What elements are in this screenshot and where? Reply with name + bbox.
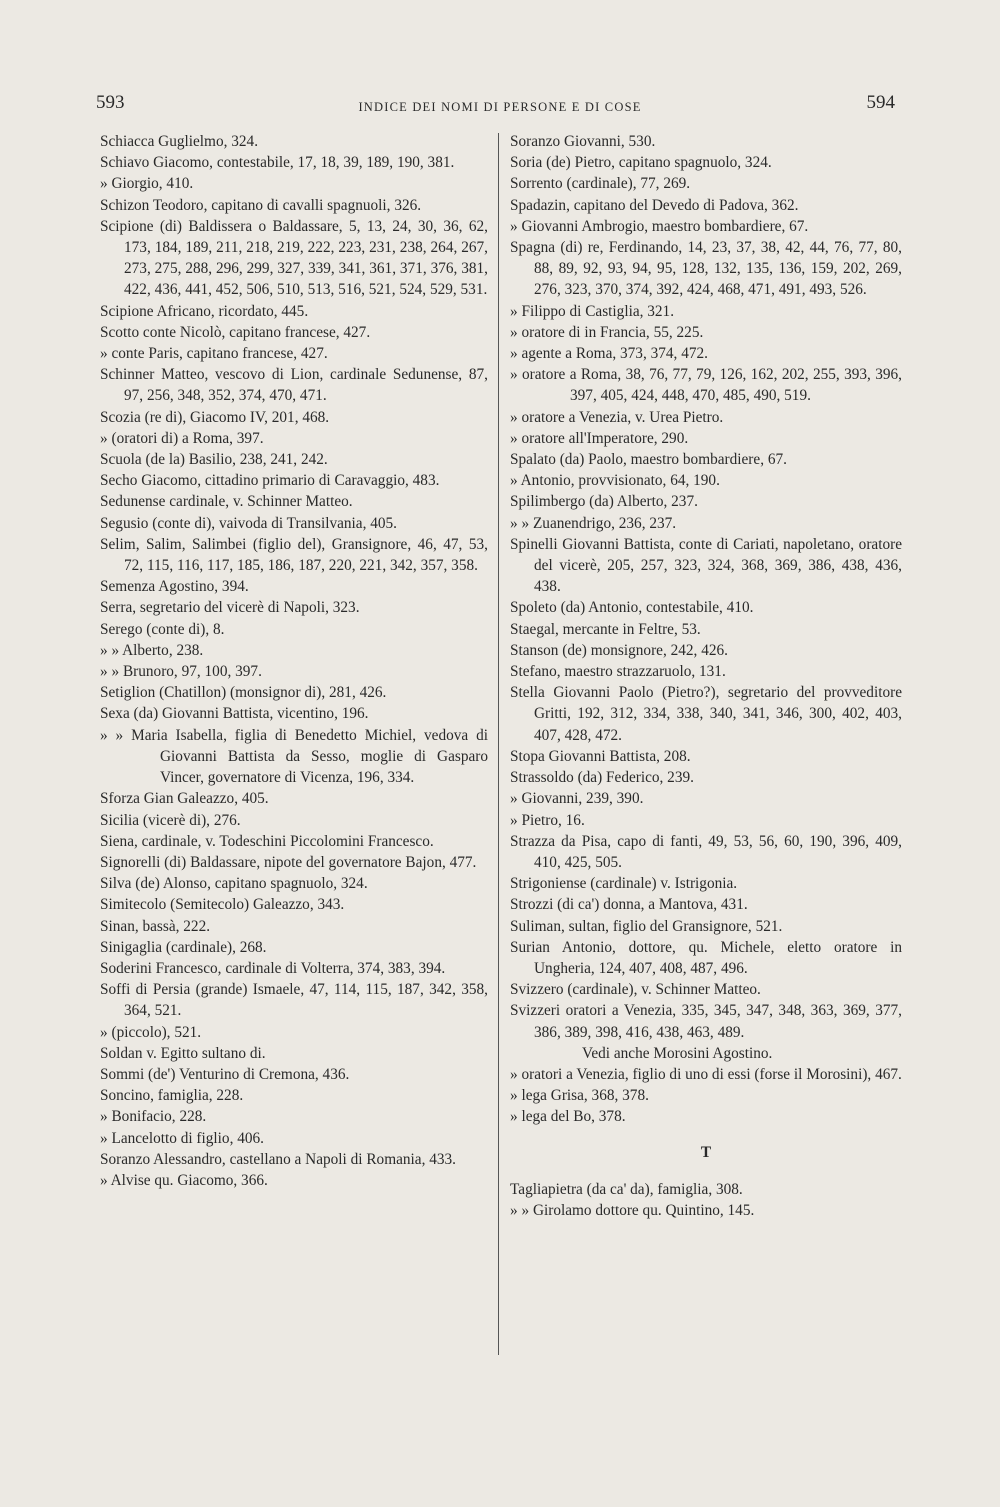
index-entry: Sinan, bassà, 222. — [100, 917, 211, 935]
index-entry: Svizzero (cardinale), v. Schinner Matteo. — [510, 981, 761, 999]
index-entry: Segusio (conte di), vaivoda di Transilvania, 405. — [100, 514, 397, 532]
index-entry: Suliman, sultan, figlio del Gransignore, 521. — [510, 917, 783, 935]
index-entry: Spalato (da) Paolo, maestro bombardiere, 67. — [510, 451, 787, 469]
index-entry: Setiglion (Chatillon) (monsignor di), 281, 426. — [100, 684, 387, 702]
index-entry: Strassoldo (da) Federico, 239. — [510, 769, 694, 787]
index-entry: Spadazin, capitano del Devedo di Padova, 362. — [510, 196, 799, 214]
index-subentry: » » Girolamo dottore qu. Quintino, 145. — [510, 1201, 755, 1219]
index-subentry: » Lancelotto di figlio, 406. — [100, 1129, 264, 1147]
right-column — [510, 131, 902, 1221]
index-subentry: » Giovanni, 239, 390. — [510, 790, 644, 808]
index-entry: Spoleto (da) Antonio, contestabile, 410. — [510, 599, 754, 617]
index-subentry: » » Brunoro, 97, 100, 397. — [100, 663, 262, 681]
index-subentry: » Giorgio, 410. — [100, 175, 194, 193]
index-subentry: » Filippo di Castiglia, 321. — [510, 302, 675, 320]
index-entry: Schizon Teodoro, capitano di cavalli spagnuoli, 326. — [100, 196, 422, 214]
index-entry: Scipione Africano, ricordato, 445. — [100, 302, 309, 320]
index-entry: Sedunense cardinale, v. Schinner Matteo. — [100, 493, 353, 511]
index-entry: Scuola (de la) Basilio, 238, 241, 242. — [100, 451, 328, 469]
index-subentry: » Giovanni Ambrogio, maestro bombardiere, 67. — [510, 217, 809, 235]
index-subentry: » agente a Roma, 373, 374, 472. — [510, 345, 708, 363]
index-subentry: » conte Paris, capitano francese, 427. — [100, 345, 328, 363]
index-entry: Sforza Gian Galeazzo, 405. — [100, 790, 269, 808]
index-entry: Strazza da Pisa, capo di fanti, 49, 53, 56, 60, 190, 396, 409, 410, 425, 505. — [510, 832, 902, 871]
index-entry: Stefano, maestro strazzaruolo, 131. — [510, 663, 726, 681]
index-entry: Schiacca Guglielmo, 324. — [100, 133, 259, 150]
see-also-note: Vedi anche Morosini Agostino. — [582, 1044, 773, 1062]
index-entry: Scozia (re di), Giacomo IV, 201, 468. — [100, 408, 330, 426]
index-subentry: » lega del Bo, 378. — [510, 1108, 626, 1126]
index-entry: Secho Giacomo, cittadino primario di Caravaggio, 483. — [100, 472, 440, 490]
index-subentry: » Antonio, provvisionato, 64, 190. — [510, 472, 720, 490]
index-entry: Simitecolo (Semitecolo) Galeazzo, 343. — [100, 896, 345, 914]
index-subentry: » oratore a Venezia, v. Urea Pietro. — [510, 408, 724, 426]
left-column — [100, 131, 488, 1191]
index-entry: Spilimbergo (da) Alberto, 237. — [510, 493, 698, 511]
page-header — [0, 92, 1000, 122]
index-subentry: » Pietro, 16. — [510, 811, 585, 829]
index-entry: Sexa (da) Giovanni Battista, vicentino, 196. — [100, 705, 369, 723]
index-entry: Soranzo Alessandro, castellano a Napoli di Romania, 433. — [100, 1150, 456, 1168]
index-entry: Sinigaglia (cardinale), 268. — [100, 938, 267, 956]
page-number-right: 594 — [866, 92, 895, 113]
section-letter: T — [700, 1143, 712, 1161]
index-entry: Surian Antonio, dottore, qu. Michele, eletto oratore in Ungheria, 124, 407, 408, 487, 496. — [510, 938, 902, 977]
running-title: INDICE DEI NOMI DI PERSONE E DI COSE — [358, 100, 642, 114]
index-entry: Schiavo Giacomo, contestabile, 17, 18, 39, 189, 190, 381. — [100, 154, 455, 172]
index-subentry: » » Alberto, 238. — [100, 641, 204, 659]
index-subentry: » oratore all'Imperatore, 290. — [510, 429, 689, 447]
index-entry: Stella Giovanni Paolo (Pietro?), segretario del provveditore Gritti, 192, 312, 334, 338, 340, 341, 346, 300, 402, 403, 407, 428, 472. — [510, 684, 902, 744]
index-entry: Soria (de) Pietro, capitano spagnuolo, 324. — [510, 154, 772, 172]
index-entry: Svizzeri oratori a Venezia, 335, 345, 347, 348, 363, 369, 377, 386, 389, 398, 416, 438, 463, 489. — [510, 1002, 902, 1041]
index-entry: Stopa Giovanni Battista, 208. — [510, 747, 691, 765]
index-subentry: » lega Grisa, 368, 378. — [510, 1087, 649, 1105]
index-entry: Scotto conte Nicolò, capitano francese, 427. — [100, 323, 371, 341]
index-entry: Soffi di Persia (grande) Ismaele, 47, 114, 115, 187, 342, 358, 364, 521. — [100, 981, 488, 1020]
index-entry: Staegal, mercante in Feltre, 53. — [510, 620, 701, 638]
index-entry: Stanson (de) monsignore, 242, 426. — [510, 641, 728, 659]
index-entry: Strozzi (di ca') donna, a Mantova, 431. — [510, 896, 748, 914]
index-entry: Siena, cardinale, v. Todeschini Piccolomini Francesco. — [100, 832, 434, 850]
index-subentry: » » Zuanendrigo, 236, 237. — [510, 514, 677, 532]
index-entry: Serego (conte di), 8. — [100, 620, 225, 638]
index-entry: Semenza Agostino, 394. — [100, 578, 249, 596]
index-entry: Tagliapietra (da ca' da), famiglia, 308. — [510, 1180, 743, 1198]
index-entry: Serra, segretario del vicerè di Napoli, 323. — [100, 599, 360, 617]
page-number-left: 593 — [96, 92, 125, 113]
index-entry: Spinelli Giovanni Battista, conte di Cariati, napoletano, oratore del vicerè, 205, 257, 323, 324, 368, 369, 386, 438, 436, 438. — [510, 535, 902, 596]
index-entry: Strigoniense (cardinale) v. Istrigonia. — [510, 875, 738, 893]
index-entry: Sorrento (cardinale), 77, 269. — [510, 175, 691, 193]
index-entry: Sicilia (vicerè di), 276. — [100, 811, 241, 829]
index-entry: Sommi (de') Venturino di Cremona, 436. — [100, 1065, 350, 1083]
index-subentry: » oratore di in Francia, 55, 225. — [510, 323, 704, 341]
column-divider — [498, 133, 499, 1355]
index-subentry: » oratori a Venezia, figlio di uno di essi (forse il Morosini), 467. — [510, 1065, 902, 1083]
index-entry: Soranzo Giovanni, 530. — [510, 133, 656, 150]
index-subentry: » » Maria Isabella, figlia di Benedetto Michiel, vedova di Giovanni Battista da Sesso, moglie di Gasparo Vincer, governatore di Vicenza, 196, 334. — [100, 726, 488, 787]
index-subentry: » oratore a Roma, 38, 76, 77, 79, 126, 162, 202, 255, 393, 396, 397, 405, 424, 448, 470, 485, 490, 519. — [510, 366, 902, 405]
index-entry: Soderini Francesco, cardinale di Volterra, 374, 383, 394. — [100, 959, 446, 977]
index-entry: Schinner Matteo, vescovo di Lion, cardinale Sedunense, 87, 97, 256, 348, 352, 374, 470, 471. — [100, 366, 488, 405]
index-entry: Soldan v. Egitto sultano di. — [100, 1044, 266, 1062]
index-entry: Spagna (di) re, Ferdinando, 14, 23, 37, 38, 42, 44, 76, 77, 80, 88, 89, 92, 93, 94, 95, 128, 132, 135, 136, 159, 202, 269, 276, 323, 370, 374, 392, 424, 468, 471, 491, 493, 526. — [510, 239, 902, 299]
index-entry: Soncino, famiglia, 228. — [100, 1087, 244, 1105]
index-subentry: » Bonifacio, 228. — [100, 1108, 207, 1126]
index-entry: Silva (de) Alonso, capitano spagnuolo, 324. — [100, 875, 368, 893]
index-entry: Signorelli (di) Baldassare, nipote del governatore Bajon, 477. — [100, 853, 477, 871]
index-entry: Selim, Salim, Salimbei (figlio del), Gransignore, 46, 47, 53, 72, 115, 116, 117, 185, 186, 187, 220, 221, 342, 357, 358. — [100, 535, 488, 575]
index-subentry: » (piccolo), 521. — [100, 1023, 202, 1041]
index-subentry: » Alvise qu. Giacomo, 366. — [100, 1171, 268, 1189]
index-subentry: » (oratori di) a Roma, 397. — [100, 429, 264, 447]
index-entry: Scipione (di) Baldissera o Baldassare, 5, 13, 24, 30, 36, 62, 173, 184, 189, 211, 218, 219, 222, 223, 231, 238, 264, 267, 273, 275, 288, 296, 299, 327, 339, 341, 361, 371, 376, 381, 422, 436, 441, 452, 506, 510, 513, 516, 521, 524, 529, 531. — [100, 217, 488, 299]
